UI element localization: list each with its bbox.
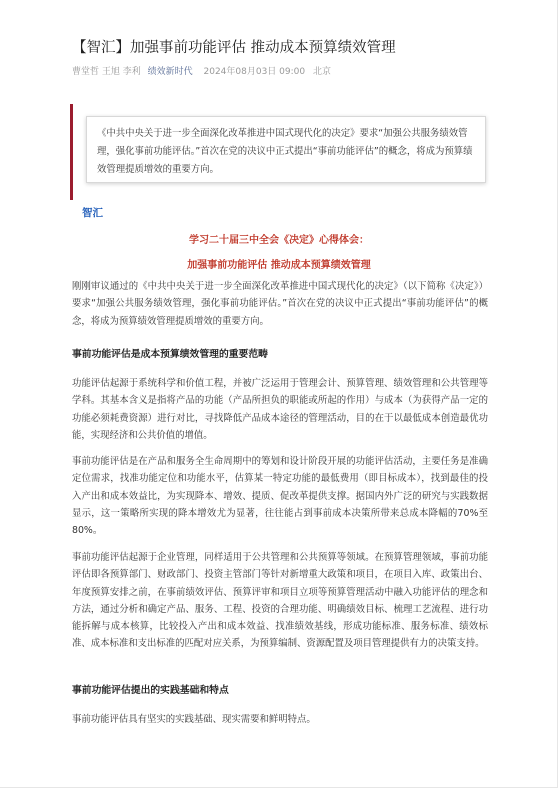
intro-paragraph: 刚刚审议通过的《中共中央关于进一步全面深化改革推进中国式现代化的决定》（以下简称《决定》）要求“加强公共服务绩效管理，强化事前功能评估。”首次在党的决议中正式提出“事前功能评估”的概念，将成为预算绩效管理提质增效的重要方向。	[72, 281, 488, 327]
section-heading-2: 事前功能评估提出的实践基础和特点	[72, 685, 229, 696]
article-title: 【智汇】加强事前功能评估 推动成本预算绩效管理	[72, 40, 396, 56]
publish-date: 2024年08月03日 09:00	[203, 67, 306, 77]
body-paragraph-4: 事前功能评估具有坚实的实践基础、现实需要和鲜明特点。	[72, 714, 316, 725]
section-heading-1: 事前功能评估是成本预算绩效管理的重要范畴	[72, 349, 268, 360]
article-meta	[72, 66, 331, 78]
article-authors: 曹堂哲 王旭 李利	[72, 67, 141, 77]
quote-box: 《中共中央关于进一步全面深化改革推进中国式现代化的决定》要求“加强公共服务绩效管理，强化事前功能评估。”首次在党的决议中正式提出“事前功能评估”的概念，将成为预算绩效管理提质增效的重要方向。	[86, 116, 486, 183]
subtitle-line-2: 加强事前功能评估 推动成本预算绩效管理	[187, 260, 371, 271]
section-label: 智汇	[82, 207, 103, 219]
quote-accent-bar	[70, 104, 73, 200]
subtitle-line-1: 学习二十届三中全会《决定》心得体会：	[189, 235, 369, 246]
body-paragraph-1: 功能评估起源于系统科学和价值工程，并被广泛运用于管理会计、预算管理、绩效管理和公共管理等学科。其基本含义是指将产品的功能（产品所担负的职能或所起的作用）与成本（为获得产品一定的功能必须耗费资源）进行对比，寻找降低产品成本途径的管理活动，目的在于以最低成本创造最优功能，实现经济和公共价值的增值。	[72, 378, 488, 441]
body-paragraph-2: 事前功能评估是在产品和服务全生命周期中的筹划和设计阶段开展的功能评估活动，主要任务是准确定位需求，找准功能定位和功能水平，估算某一特定功能的最低费用（即目标成本），找到最佳的投入产出和成本效益比，为实现降本、增效、提质、促改革提供支撑。据国内外广泛的研究与实践数据显示，这一策略所实现的降本增效尤为显著，往往能占到事前成本决策所带来总成本降幅的70%至80%。	[72, 456, 488, 537]
body-paragraph-3: 事前功能评估起源于企业管理，同样适用于公共管理和公共预算等领域。在预算管理领域，事前功能评估即各预算部门、财政部门、投资主管部门等针对新增重大政策和项目，在项目入库、政策出台、年度预算安排之前，在事前绩效评估、预算评审和项目立项等预算管理活动中融入功能评估的理念和方法，通过分析和确定产品、服务、工程、投资的合理功能、明确绩效目标、梳理工艺流程、进行功能拆解与成本核算，比较投入产出和成本效益、找准绩效基线，形成功能标准、服务标准、绩效标准、成本标准和支出标准的匹配对应关系，为预算编制、资源配置及项目管理提供有力的决策支持。	[72, 552, 488, 650]
account-name-link[interactable]: 绩效新时代	[147, 67, 193, 77]
publish-location: 北京	[312, 67, 331, 77]
